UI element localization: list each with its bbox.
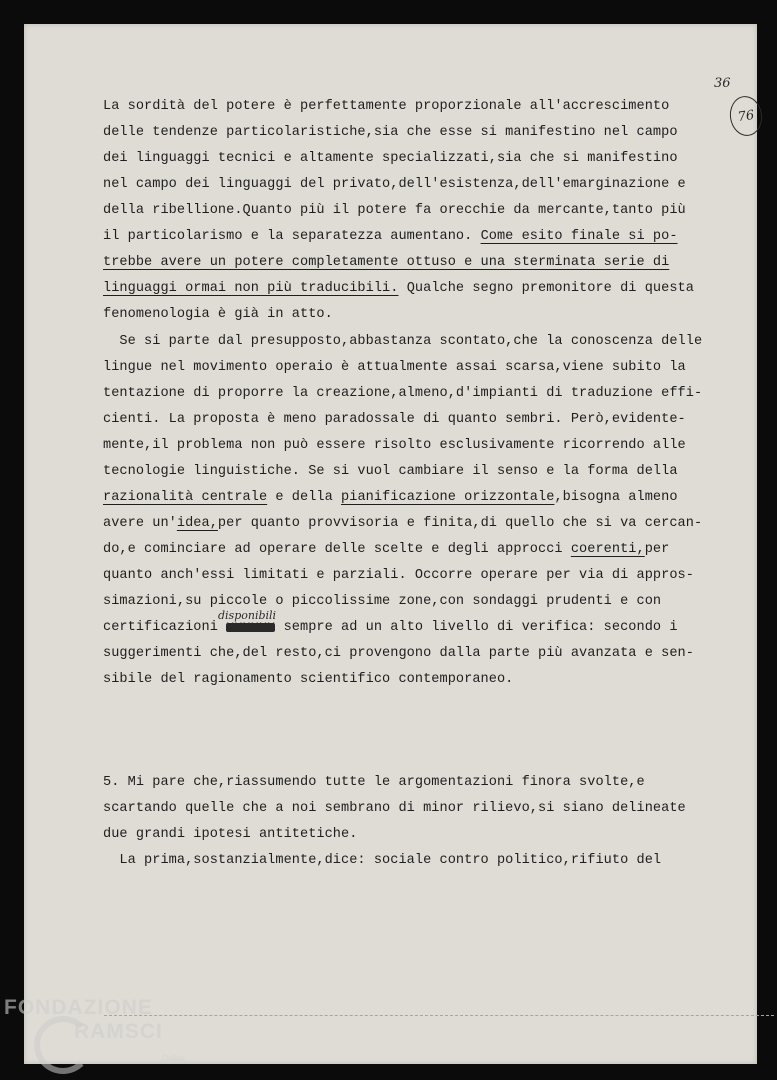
text-line: nel campo dei linguaggi del privato,dell'esistenza,dell'emarginazione e bbox=[103, 177, 686, 192]
text-line: tentazione di proporre la creazione,almeno,d'impianti di traduzione effi- bbox=[103, 386, 703, 401]
underlined-phrase: linguaggi ormai non più traducibili. bbox=[103, 281, 399, 296]
underlined-phrase: pianificazione orizzontale bbox=[341, 490, 555, 505]
text-line: delle tendenze particolaristiche,sia che esse si manifestino nel campo bbox=[103, 125, 678, 140]
text-line: scartando quelle che a noi sembrano di minor rilievo,si siano delineate bbox=[103, 801, 686, 816]
underlined-phrase: Come esito finale si po- bbox=[480, 229, 678, 244]
text-line: suggerimenti che,del resto,ci provengono dalla parte più avanzata e sen- bbox=[103, 646, 694, 661]
page-number: 36 bbox=[714, 76, 731, 91]
text-line: lingue nel movimento operaio è attualmente assai scarsa,viene subito la bbox=[103, 360, 686, 375]
struck-out-word: xxxxxx bbox=[226, 620, 276, 635]
text-line: sibile del ragionamento scientifico contemporaneo. bbox=[103, 672, 514, 687]
underlined-phrase: idea, bbox=[176, 516, 218, 531]
underlined-line: trebbe avere un potere completamente ottuso e una sterminata serie di bbox=[103, 255, 670, 270]
text-line: linguaggi ormai non più traducibili. Qualche segno premonitore di questa bbox=[103, 281, 694, 296]
text-line: dei linguaggi tecnici e altamente specializzati,sia che si manifestino bbox=[103, 151, 678, 166]
text-line: certificazioni xxxxxx sempre ad un alto livello di verifica: secondo i bbox=[103, 620, 678, 635]
text-line: La prima,sostanzialmente,dice: sociale contro politico,rifiuto del bbox=[103, 853, 662, 868]
text-line: Se si parte dal presupposto,abbastanza scontato,che la conoscenza delle bbox=[103, 334, 703, 349]
text-line: La sordità del potere è perfettamente proporzionale all'accrescimento bbox=[103, 99, 670, 114]
text-line: il particolarismo e la separatezza aumentano. Come esito finale si po- bbox=[103, 229, 678, 244]
text-line: fenomenologia è già in atto. bbox=[103, 307, 333, 322]
text-line: tecnologie linguistiche. Se si vuol cambiare il senso e la forma della bbox=[103, 464, 678, 479]
text-line: do,e cominciare ad operare delle scelte e degli approcci coerenti,per bbox=[103, 542, 670, 557]
archive-stamp: 76 bbox=[727, 94, 764, 138]
text-line: mente,il problema non può essere risolto esclusivamente ricorrendo alle bbox=[103, 438, 686, 453]
underlined-phrase: razionalità centrale bbox=[103, 490, 268, 505]
underlined-phrase: coerenti, bbox=[570, 542, 645, 557]
fondazione-gramsci-watermark: FONDAZIONE RAMSCI Online bbox=[4, 996, 194, 1076]
text-line: avere un'idea,per quanto provvisoria e finita,di quello che si va cercan- bbox=[103, 516, 703, 531]
text-line: due grandi ipotesi antitetiche. bbox=[103, 827, 358, 842]
text-line: cienti. La proposta è meno paradossale di quanto sembri. Però,evidente- bbox=[103, 412, 686, 427]
text-line: della ribellione.Quanto più il potere fa orecchie da mercante,tanto più bbox=[103, 203, 686, 218]
fold-line bbox=[104, 1015, 774, 1016]
text-line: razionalità centrale e della pianificazione orizzontale,bisogna almeno bbox=[103, 490, 678, 505]
handwritten-insertion: disponibili bbox=[218, 609, 277, 622]
text-line: 5. Mi pare che,riassumendo tutte le argomentazioni finora svolte,e bbox=[103, 775, 645, 790]
text-line: quanto anch'essi limitati e parziali. Occorre operare per via di appros- bbox=[103, 568, 694, 583]
text-line: simazioni,su piccole o piccolissime zone,con sondaggi prudenti e con bbox=[103, 594, 662, 609]
